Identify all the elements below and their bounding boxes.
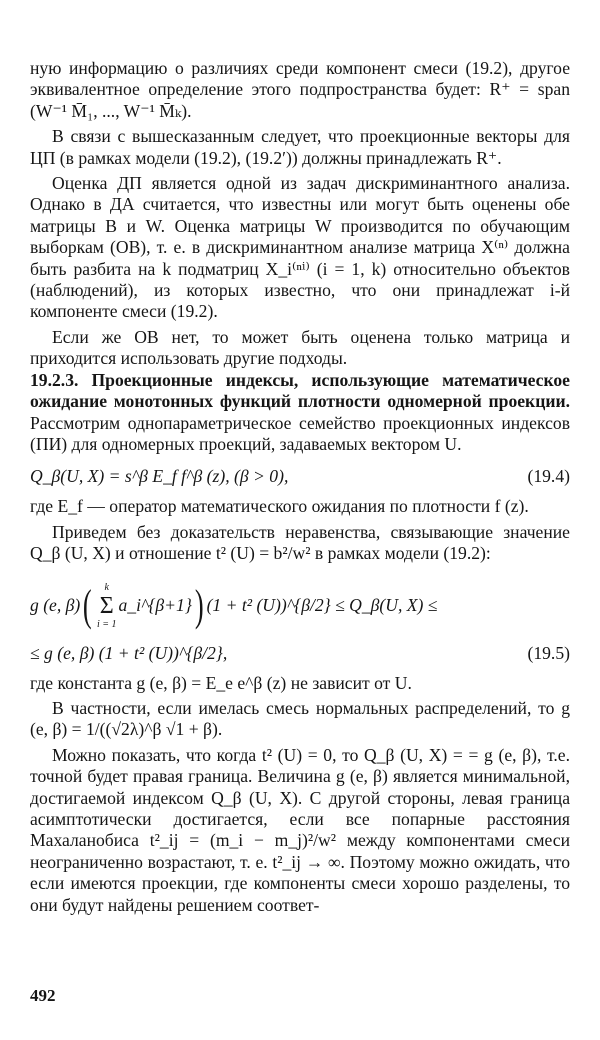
sum-lower-limit: i = 1: [96, 618, 117, 630]
page-number: 492: [30, 986, 56, 1005]
equation-19-5-line-2-body: ≤ g (e, β) (1 + t² (U))^{β/2},: [30, 642, 228, 663]
equation-19-5-line-2: [30, 641, 570, 665]
sum-upper-limit: k: [104, 581, 109, 593]
equation-19-5-right-term: (1 + t² (U))^{β/2} ≤ Q_β(U, X) ≤: [206, 595, 438, 616]
paragraph-7: Приведем без доказательств неравенства, связывающие значение Q_β (U, X) и отношение t² (U) = b²/w² в рамках модели (19.2):: [30, 521, 570, 564]
paragraph-3: Оценка ДП является одной из задач дискриминантного анализа. Однако в ДА считается, что известны или могут быть оценены обе матрицы B и W. Оценка матрицы W производится по обучающим выборкам (ОВ), т. е. в дискриминантном анализе матрица X⁽ⁿ⁾ должна быть разбита на k подматриц X_i⁽ⁿⁱ⁾ (i = 1, k) относительно объектов (наблюдений), из которых известно, что они принадлежат i-й компоненте смеси (19.2).: [30, 173, 570, 322]
paragraph-9: В частности, если имелась смесь нормальных распределений, то g (e, β) = 1/((√2λ)^β √1 + β).: [30, 697, 570, 740]
equation-19-4: [30, 466, 570, 487]
equation-19-5: [30, 579, 570, 665]
paragraph-1: ную информацию о различиях среди компонент смеси (19.2), другое эквивалентное определение этого подпространства будет: R⁺ = span (W⁻¹ M̄₁, ..., W⁻¹ M̄ₖ).: [30, 58, 570, 121]
paragraph-8: где константа g (e, β) = E_e e^β (z) не зависит от U.: [30, 672, 412, 693]
equation-19-4-number: (19.4): [527, 466, 570, 487]
equation-19-5-line-1: [30, 579, 570, 633]
section-intro-text: Рассмотрим однопараметрическое семейство проекционных индексов (ПИ) для одномерных проекций, задаваемых вектором U.: [30, 412, 570, 454]
equation-19-5-left-term: g (e, β): [30, 595, 81, 616]
section-heading: 19.2.3. Проекционные индексы, использующие математическое ожидание монотонных функций плотности одномерной проекции.: [30, 369, 570, 412]
paragraph-10: Можно показать, что когда t² (U) = 0, то Q_β (U, X) = = g (e, β), т.е. точной будет правая граница. Величина g (e, β) является минимальной, достигаемой индексом Q_β (U, X). С другой стороны, левая граница асимптотически достигается, если все попарные расстояния Махаланобиса t²_ij = (m_i − m_j)²/w² между компонентами смеси неограниченно возрастают, т. е. t²_ij → ∞. Поэтому можно ожидать, что если имеются проекции, где компоненты смеси хорошо разделены, то они будут найдены решением соответ-: [30, 744, 570, 915]
section-19-2-3: [30, 370, 570, 456]
left-paren: (: [83, 580, 93, 630]
right-paren: ): [194, 580, 204, 630]
sum-term: a_i^{β+1}: [118, 595, 192, 616]
paragraph-6: где E_f — оператор математического ожидания по плотности f (z).: [30, 496, 529, 517]
equation-19-5-number: (19.5): [527, 642, 570, 663]
paragraph-2: В связи с вышесказанным следует, что проекционные векторы для ЦП (в рамках модели (19.2), (19.2′)) должны принадлежать R⁺.: [30, 126, 570, 168]
sigma-symbol: Σ: [99, 592, 114, 619]
sum-operator: [97, 582, 117, 630]
equation-19-4-body: Q_β(U, X) = s^β E_f f^β (z), (β > 0),: [30, 466, 289, 487]
paragraph-4: Если же ОВ нет, то может быть оценена только матрица и приходится использовать другие подходы.: [30, 326, 570, 369]
